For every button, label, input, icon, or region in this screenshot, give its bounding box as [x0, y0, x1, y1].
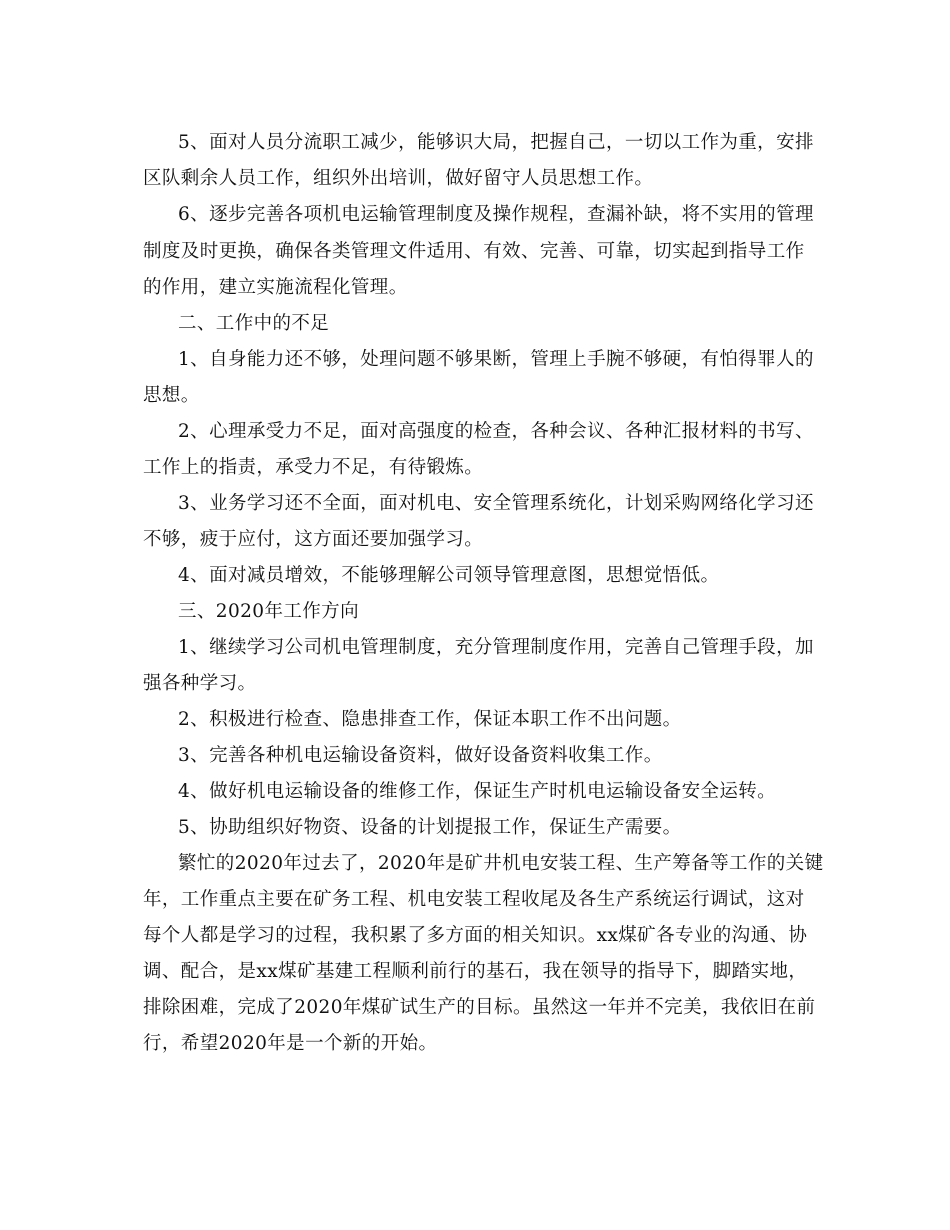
paragraph-line: 强各种学习。 [143, 673, 257, 694]
paragraph-line: 3、业务学习还不全面，面对机电、安全管理系统化，计划采购网络化学习还 [178, 493, 814, 514]
paragraph-line: 制度及时更换，确保各类管理文件适用、有效、完善、可靠，切实起到指导工作 [143, 241, 805, 262]
paragraph-line: 每个人都是学习的过程，我积累了多方面的相关知识。xx煤矿各专业的沟通、协 [143, 925, 808, 946]
paragraph-line: 思想。 [143, 385, 200, 406]
paragraph-line: 排除困难，完成了2020年煤矿试生产的目标。虽然这一年并不完美，我依旧在前 [143, 997, 816, 1018]
paragraph-line: 1、继续学习公司机电管理制度，充分管理制度作用，完善自己管理手段，加 [178, 637, 814, 658]
paragraph-line: 1、自身能力还不够，处理问题不够果断，管理上手腕不够硬，有怕得罪人的 [178, 349, 814, 370]
paragraph-line: 2、积极进行检查、隐患排查工作，保证本职工作不出问题。 [178, 709, 682, 730]
paragraph-line: 年，工作重点主要在矿务工程、机电安装工程收尾及各生产系统运行调试，这对 [143, 889, 805, 910]
paragraph-line: 2、心理承受力不足，面对高强度的检查，各种会议、各种汇报材料的书写、 [178, 421, 814, 442]
paragraph-line: 工作上的指责，承受力不足，有待锻炼。 [143, 457, 484, 478]
paragraph-line: 的作用，建立实施流程化管理。 [143, 277, 408, 298]
paragraph-line: 6、逐步完善各项机电运输管理制度及操作规程，查漏补缺，将不实用的管理 [178, 204, 814, 225]
paragraph-line: 4、面对减员增效，不能够理解公司领导管理意图，思想觉悟低。 [178, 565, 720, 586]
section-heading: 三、2020年工作方向 [178, 601, 359, 622]
paragraph-line: 5、面对人员分流职工减少，能够识大局，把握自己，一切以工作为重，安排 [178, 132, 814, 153]
paragraph-line: 行，希望2020年是一个新的开始。 [143, 1033, 438, 1054]
paragraph-line: 不够，疲于应付，这方面还要加强学习。 [143, 529, 484, 550]
paragraph-line: 3、完善各种机电运输设备资料，做好设备资料收集工作。 [178, 745, 663, 766]
section-heading: 二、工作中的不足 [178, 313, 330, 334]
paragraph-line: 5、协助组织好物资、设备的计划提报工作，保证生产需要。 [178, 817, 682, 838]
paragraph-line: 4、做好机电运输设备的维修工作，保证生产时机电运输设备安全运转。 [178, 781, 777, 802]
paragraph-line: 调、配合，是xx煤矿基建工程顺利前行的基石，我在领导的指导下，脚踏实地， [143, 961, 808, 982]
paragraph-line: 区队剩余人员工作，组织外出培训，做好留守人员思想工作。 [143, 168, 654, 189]
paragraph-line: 繁忙的2020年过去了，2020年是矿井机电安装工程、生产筹备等工作的关键 [178, 853, 824, 874]
